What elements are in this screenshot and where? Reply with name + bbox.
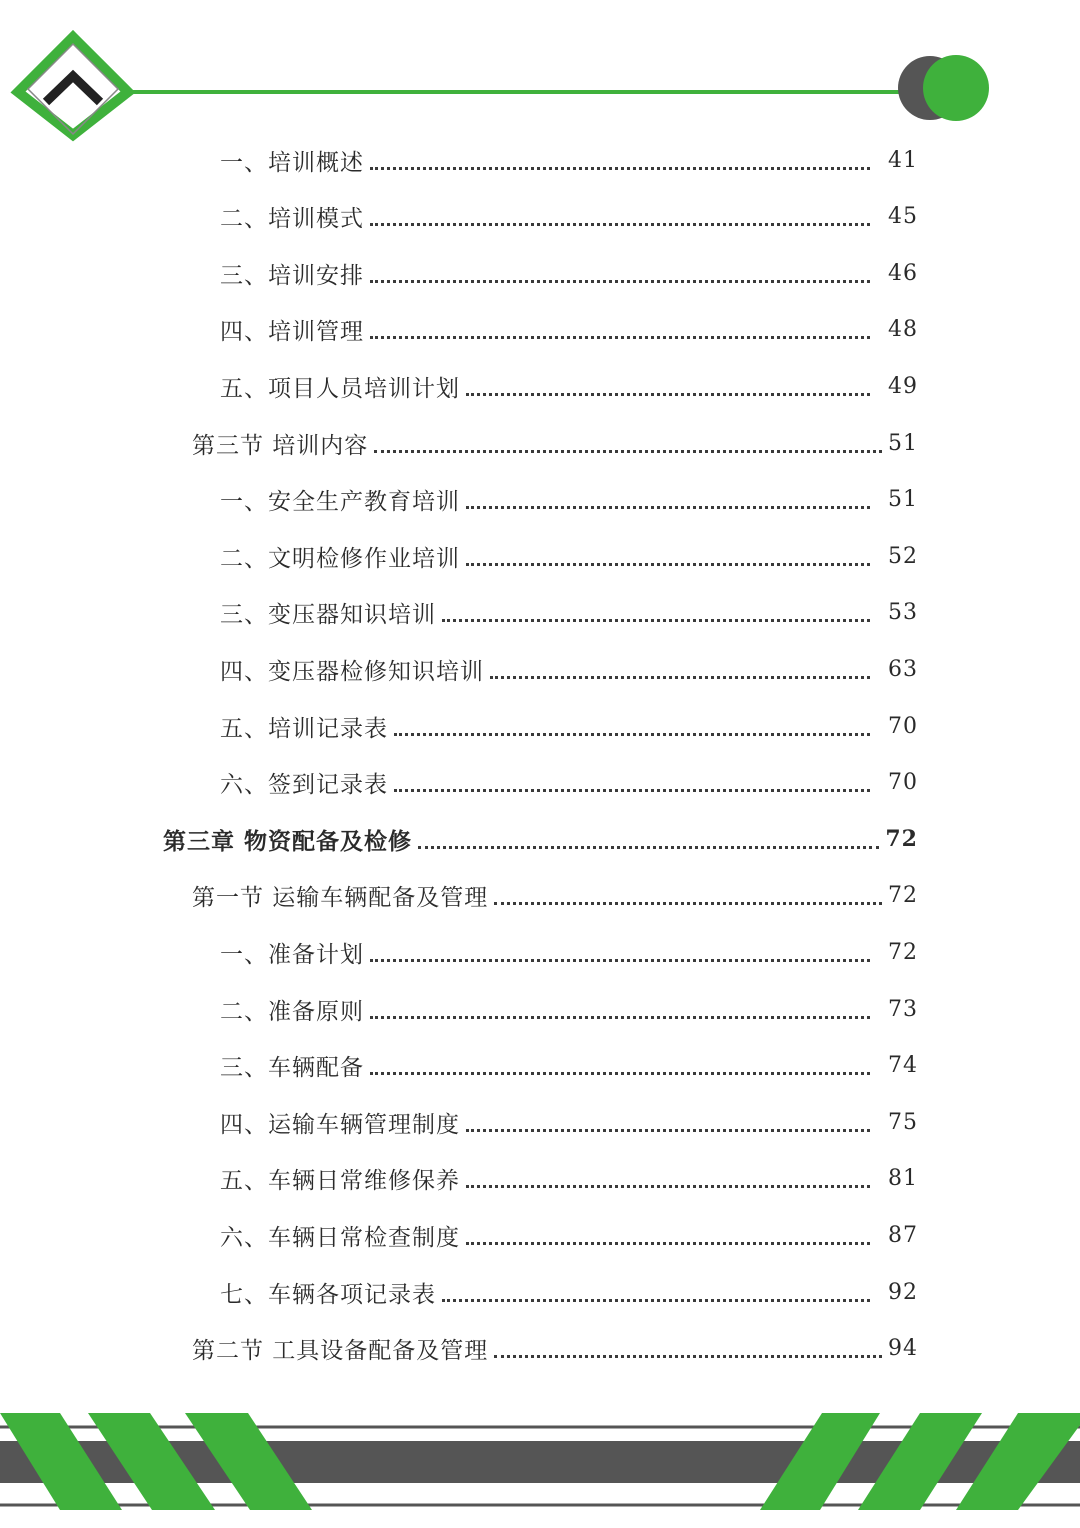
toc-entry-title: 第三章 物资配备及检修 — [163, 827, 413, 855]
toc-entry-title: 五、项目人员培训计划 — [220, 375, 460, 402]
toc-entry-page-number: 48 — [888, 317, 918, 343]
toc-dot-leader — [494, 902, 882, 905]
toc-entry-page-number: 75 — [888, 1109, 918, 1135]
footer-decoration — [0, 1405, 1080, 1528]
toc-entry-title: 四、培训管理 — [220, 319, 364, 346]
toc-entry-page-number: 92 — [888, 1279, 918, 1305]
toc-dot-leader — [370, 280, 870, 283]
toc-entry-item[interactable] — [220, 480, 918, 520]
toc-entry-title: 二、文明检修作业培训 — [220, 545, 460, 572]
toc-entry-page-number: 51 — [888, 430, 918, 456]
toc-entry-title: 一、准备计划 — [220, 941, 364, 968]
toc-dot-leader — [374, 450, 882, 453]
toc-entry-title: 五、车辆日常维修保养 — [220, 1168, 460, 1195]
toc-entry-title: 四、变压器检修知识培训 — [220, 658, 484, 685]
toc-entry-title: 三、变压器知识培训 — [220, 602, 436, 629]
toc-entry-title: 一、培训概述 — [220, 149, 364, 176]
toc-entry-page-number: 72 — [885, 826, 918, 853]
toc-dot-leader — [490, 676, 870, 679]
toc-entry-title: 五、培训记录表 — [220, 715, 388, 742]
toc-entry-page-number: 63 — [888, 656, 918, 682]
toc-entry-page-number: 52 — [888, 543, 918, 569]
toc-dot-leader — [394, 789, 870, 792]
toc-dot-leader — [442, 1299, 870, 1302]
header-decoration — [0, 0, 1080, 150]
toc-entry-item[interactable] — [220, 932, 918, 972]
toc-dot-leader — [370, 959, 870, 962]
toc-dot-leader — [442, 619, 870, 622]
toc-entry-item[interactable] — [220, 763, 918, 803]
toc-entry-title: 七、车辆各项记录表 — [220, 1281, 436, 1308]
toc-dot-leader — [370, 336, 870, 339]
toc-entry-page-number: 53 — [888, 600, 918, 626]
toc-entry-page-number: 49 — [888, 373, 918, 399]
toc-entry-section[interactable] — [192, 876, 918, 916]
toc-dot-leader — [466, 1242, 870, 1245]
toc-entry-title: 四、运输车辆管理制度 — [220, 1111, 460, 1138]
toc-entry-page-number: 41 — [888, 147, 918, 173]
toc-dot-leader — [370, 1016, 870, 1019]
toc-entry-page-number: 45 — [888, 204, 918, 230]
toc-entry-page-number: 73 — [888, 996, 918, 1022]
logo-chevron-icon — [18, 37, 128, 135]
toc-entry-page-number: 81 — [888, 1166, 918, 1192]
toc-dot-leader — [466, 563, 870, 566]
double-circle-icon — [898, 55, 989, 121]
toc-dot-leader — [394, 733, 870, 736]
toc-entry-item[interactable] — [220, 536, 918, 576]
toc-dot-leader — [494, 1355, 882, 1358]
toc-entry-page-number: 72 — [888, 939, 918, 965]
toc-entry-title: 二、培训模式 — [220, 206, 364, 233]
toc-entry-page-number: 70 — [888, 770, 918, 796]
toc-entry-item[interactable] — [220, 1102, 918, 1142]
toc-entry-title: 六、车辆日常检查制度 — [220, 1224, 460, 1251]
toc-entry-title: 第二节 工具设备配备及管理 — [192, 1338, 489, 1365]
toc-entry-section[interactable] — [192, 1329, 918, 1369]
toc-dot-leader — [370, 1072, 870, 1075]
toc-entry-item[interactable] — [220, 1159, 918, 1199]
toc-entry-title: 二、准备原则 — [220, 998, 364, 1025]
toc-entry-title: 一、安全生产教育培训 — [220, 489, 460, 516]
toc-entry-page-number: 72 — [888, 883, 918, 909]
toc-entry-section[interactable] — [192, 423, 918, 463]
toc-entry-title: 三、车辆配备 — [220, 1055, 364, 1082]
toc-entry-page-number: 51 — [888, 487, 918, 513]
toc-dot-leader — [418, 846, 879, 849]
toc-entry-item[interactable] — [220, 253, 918, 293]
toc-entry-item[interactable] — [220, 140, 918, 180]
toc-dot-leader — [370, 223, 870, 226]
toc-entry-item[interactable] — [220, 310, 918, 350]
toc-entry-item[interactable] — [220, 649, 918, 689]
toc-entry-title: 第一节 运输车辆配备及管理 — [192, 885, 489, 912]
toc-entry-page-number: 94 — [888, 1336, 918, 1362]
toc-entry-title: 六、签到记录表 — [220, 772, 388, 799]
toc-dot-leader — [466, 1185, 870, 1188]
toc-entry-page-number: 74 — [888, 1053, 918, 1079]
toc-entry-item[interactable] — [220, 989, 918, 1029]
toc-entry-page-number: 46 — [888, 260, 918, 286]
toc-entry-item[interactable] — [220, 1046, 918, 1086]
toc-entry-item[interactable] — [220, 1215, 918, 1255]
toc-entry-chapter[interactable] — [163, 819, 918, 859]
toc-dot-leader — [466, 393, 870, 396]
toc-entry-item[interactable] — [220, 366, 918, 406]
toc-entry-page-number: 70 — [888, 713, 918, 739]
toc-entry-item[interactable] — [220, 593, 918, 633]
toc-dot-leader — [370, 167, 870, 170]
toc-dot-leader — [466, 1129, 870, 1132]
toc-entry-item[interactable] — [220, 197, 918, 237]
toc-entry-item[interactable] — [220, 1272, 918, 1312]
toc-entry-page-number: 87 — [888, 1222, 918, 1248]
toc-entry-title: 三、培训安排 — [220, 262, 364, 289]
toc-entry-title: 第三节 培训内容 — [192, 432, 369, 459]
toc-entry-item[interactable] — [220, 706, 918, 746]
toc-dot-leader — [466, 506, 870, 509]
